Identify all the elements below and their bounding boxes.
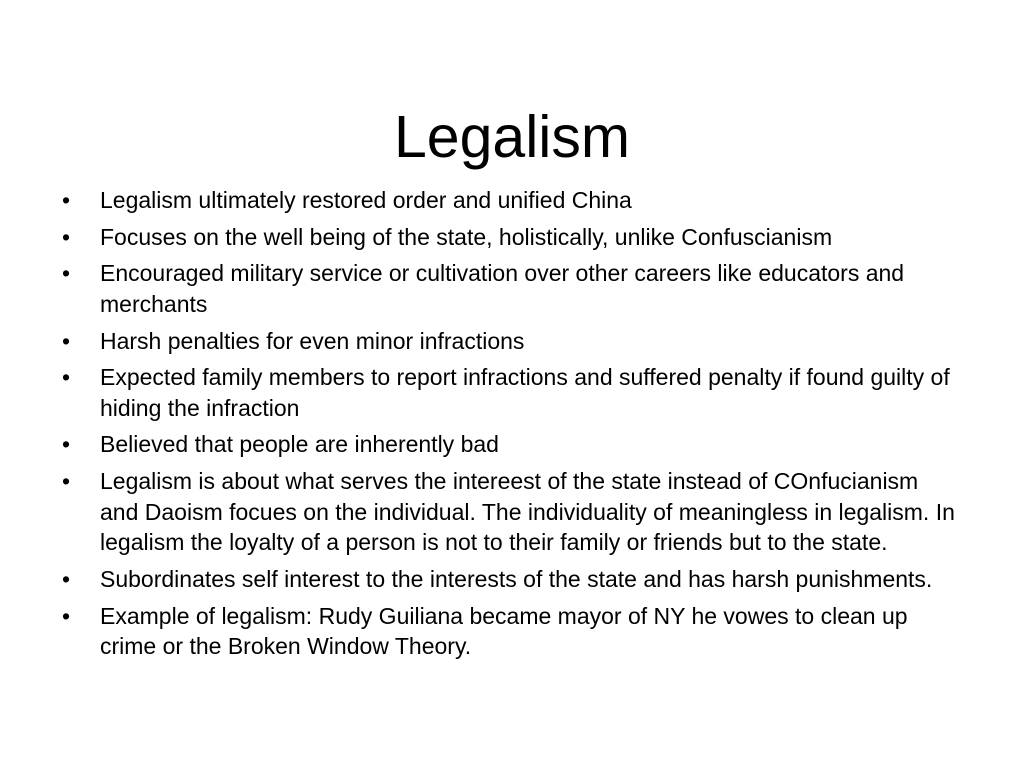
bullet-text: Focuses on the well being of the state, holistically, unlike Confuscianism [100,223,833,250]
bullet-item [62,326,962,357]
bullet-text: Believed that people are inherently bad [100,431,499,458]
bullet-icon: • [62,223,71,250]
bullet-icon: • [62,602,71,629]
bullet-text: Subordinates self interest to the interests of the state and has harsh punishments. [100,565,933,592]
bullet-icon: • [62,187,71,213]
bullet-item [62,222,962,253]
bullet-item [62,564,962,595]
bullet-icon: • [62,260,71,287]
bullet-item [62,362,962,423]
bullet-list [62,185,962,668]
bullet-text: Legalism ultimately restored order and unified China [100,187,632,213]
bullet-item [62,601,962,662]
bullet-icon: • [62,327,71,354]
bullet-text: Harsh penalties for even minor infractions [100,327,525,354]
bullet-text: Example of legalism: Rudy Guiliana became mayor of NY he vowes to clean up crime or the Broken Window Theory. [100,602,908,659]
bullet-item [62,258,962,319]
bullet-icon: • [62,468,71,495]
bullet-text: Encouraged military service or cultivation over other careers like educators and merchants [100,260,905,317]
slide-title: Legalism [393,103,631,170]
bullet-item [62,466,962,558]
bullet-icon: • [62,364,71,391]
bullet-item [62,185,962,216]
bullet-item [62,429,962,460]
bullet-text: Legalism is about what serves the intereest of the state instead of COnfucianism and Daoism focues on the individual. The individuality of meaningless in legalism. In legalism the loyalty of a person is not to their family or friends but to the state. [100,468,955,556]
bullet-text: Expected family members to report infractions and suffered penalty if found guilty of hiding the infraction [100,364,950,421]
bullet-icon: • [62,431,71,458]
bullet-icon: • [62,565,71,592]
